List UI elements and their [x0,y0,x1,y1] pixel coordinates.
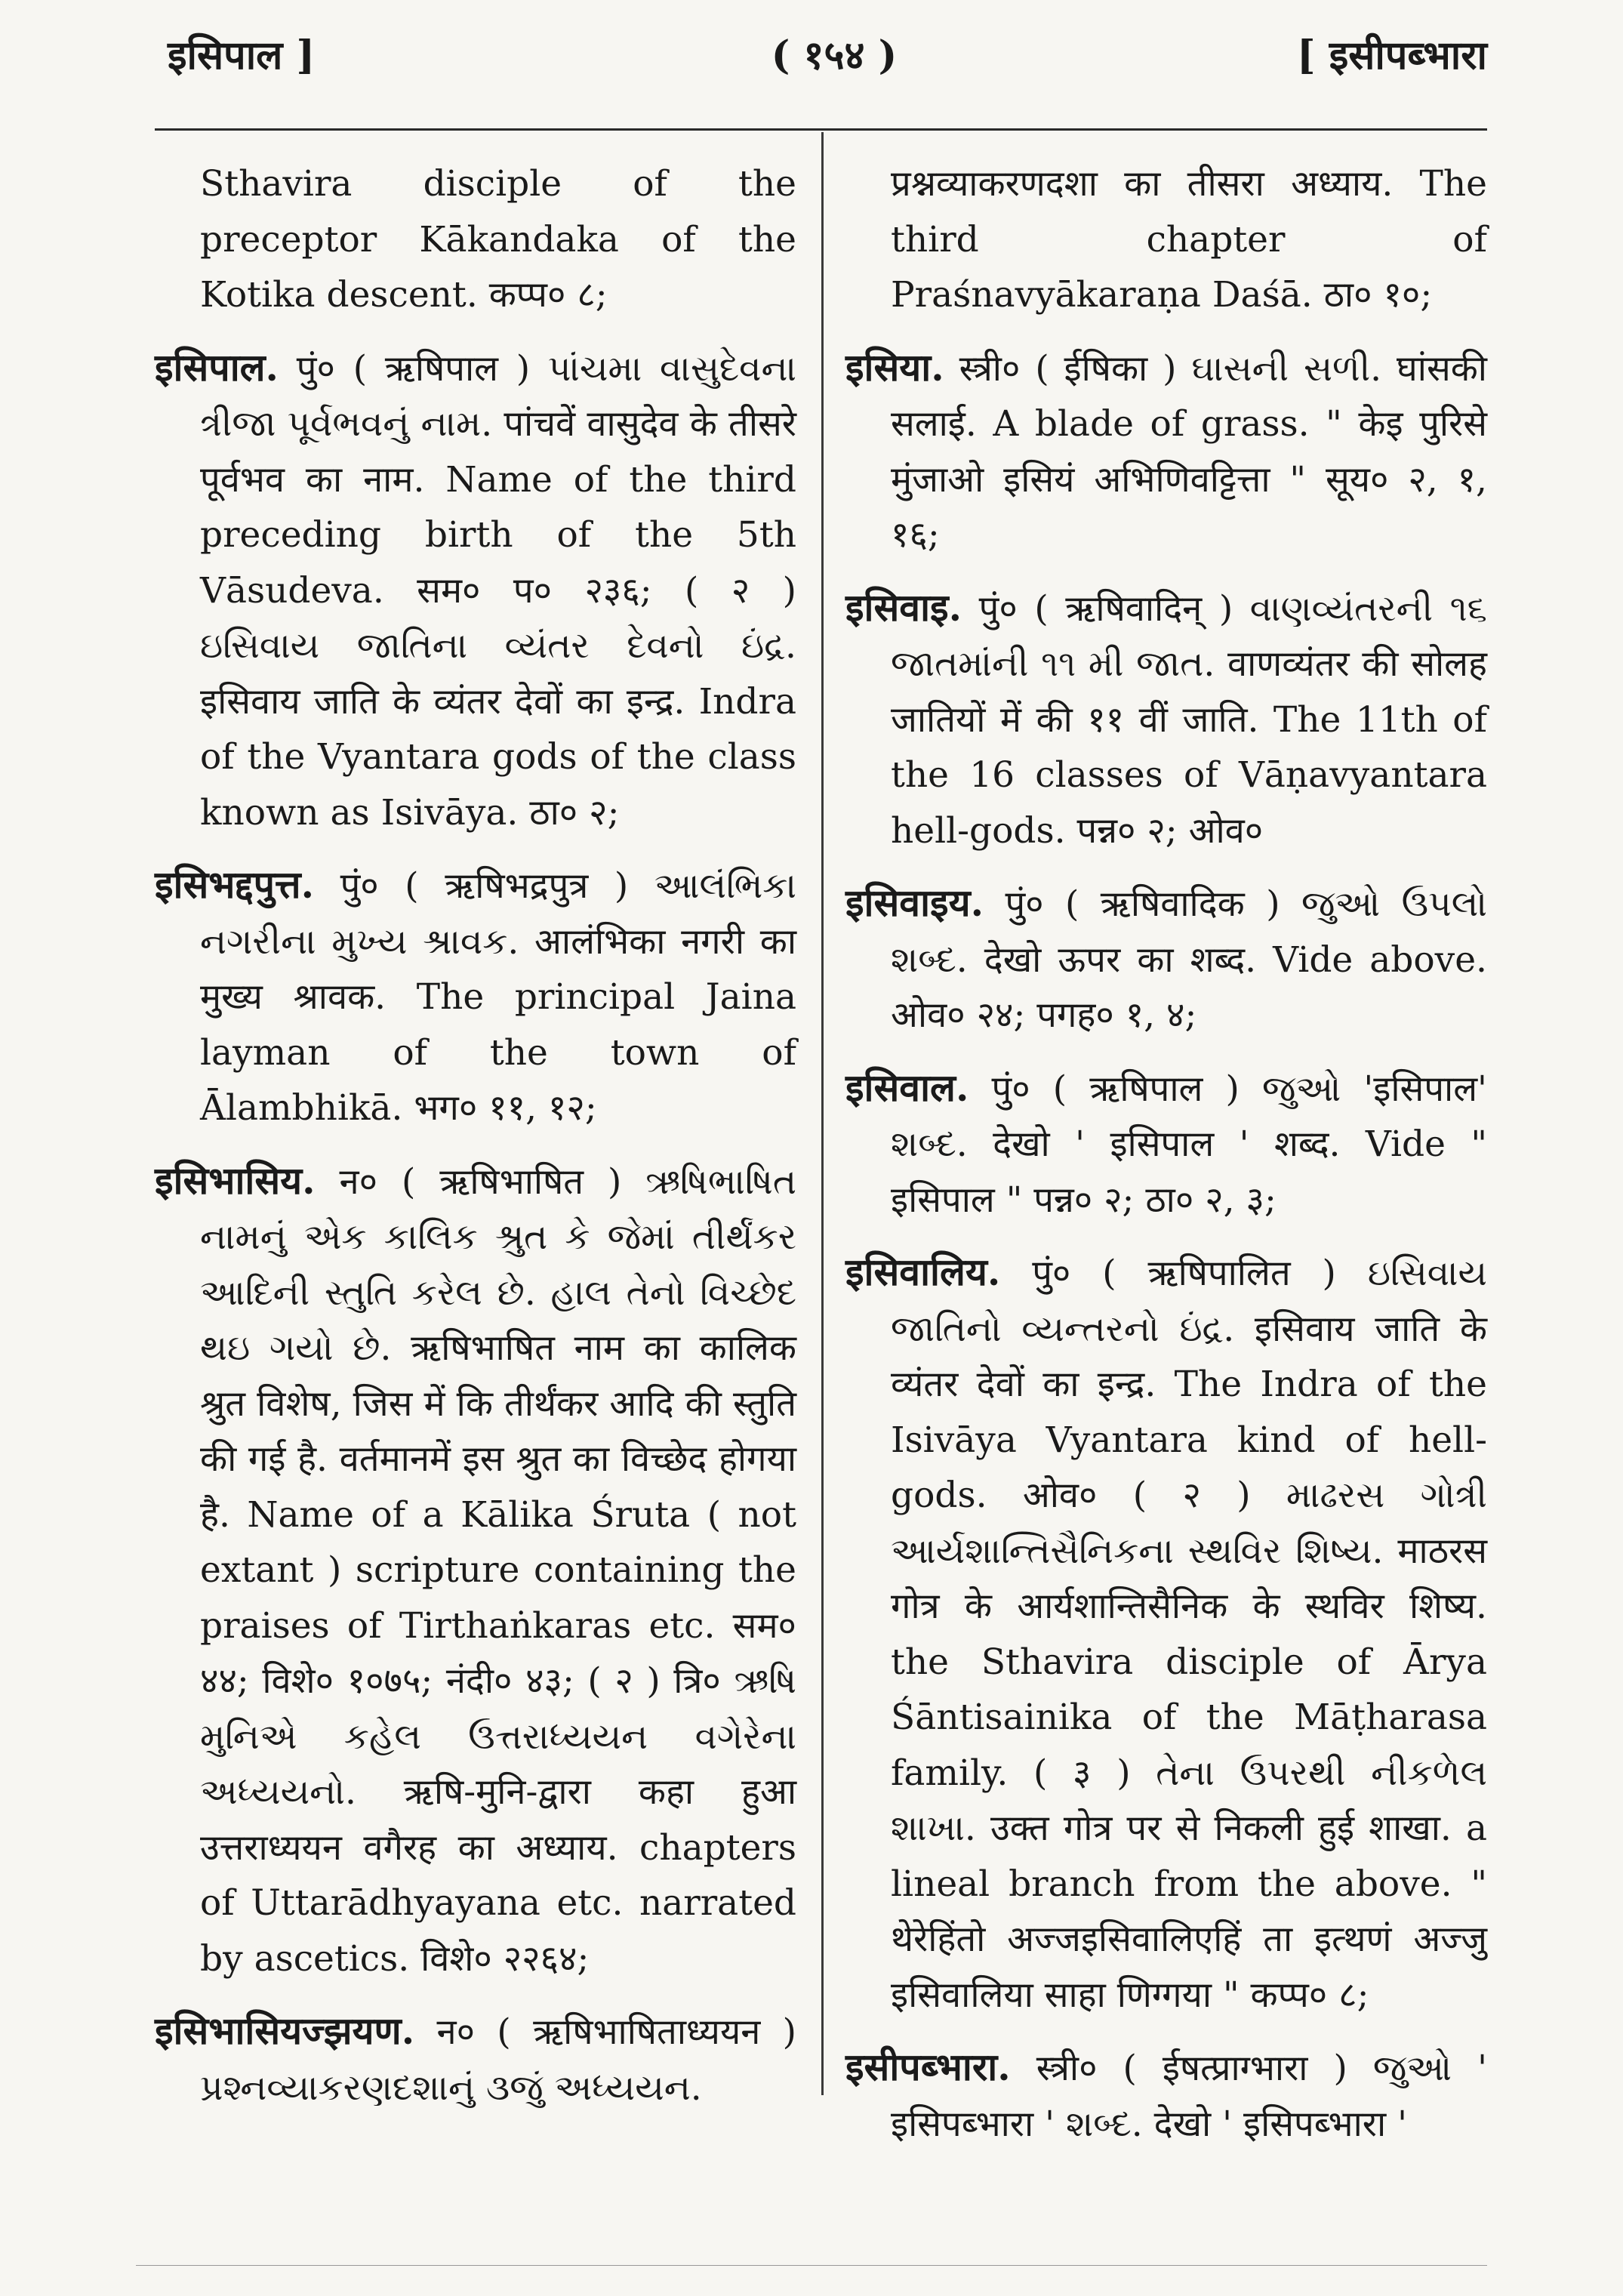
entry-headword: इसिपाल. [155,344,279,390]
column-divider [821,132,824,2095]
entry-text: पुं० ( ऋषिवादिक ) જુઓ ઉપલો શબ્દ. देखो ऊपर का शब्द. Vide above. ओव० २४; पगह० १, ४; [891,883,1487,1036]
dictionary-entry [155,857,796,1136]
dictionary-entry [155,1153,796,1987]
entry-headword: इसिभासियज्झयण. [155,2008,415,2053]
page-number: ( १५४ ) [771,32,898,79]
entry-headword: इसिवालिय. [845,1250,1001,1294]
entry-text: पुं० ( ऋषिपाल ) પાંચમા વાસુદેવના ત્રીજા પૂર્વભવનું નામ. पांचवें वासुदेव के तीसरे पूर्वभव का नाम. Name of the third preceding birth of the 5th Vāsudeva. सम० प० २३६; ( २ ) ઇસિવાય જાતિના વ્યંતર દેવનો ઇંદ્ર. इसिवाय जाति के व्यंतर देवों का इन्द्र. Indra of the Vyantara gods of the class known as Isivāya. ठा० २; [200,347,796,834]
entry-text: न० ( ऋषिभाषिताध्ययन ) પ્રશ્નવ્યાકરણદશાનું ૩જું અધ્યયન. [200,2011,796,2109]
entry-text: स्त्री० ( ईषिका ) ઘાસની સળી. घांसकी सलाई. A blade of grass. " केइ पुरिसे मुंजाओ इसियं अभिणिवट्टित्ता " सूय० २, १, १६; [891,347,1487,556]
dictionary-entry [845,580,1487,859]
entry-text: पुं० ( ऋषिपाल ) જુઓ 'इसिपाल' શબ્દ. देखो ' इसिपाल ' शब्द. Vide " इसिपाल " पन्न० २; ठा० २, ३; [891,1068,1487,1221]
dictionary-entry [845,875,1487,1043]
entry-text: Sthavira disciple of the preceptor Kākandaka of the Kotika descent. कप्प० ८; [200,163,796,316]
entry-headword: इसिभद्दपुत्त. [155,862,315,907]
dictionary-entry [155,340,796,841]
entry-headword: इसिवाइ. [845,584,962,630]
page-header [0,0,1623,132]
dictionary-entry [845,1244,1487,2023]
entry-text: पुं० ( ऋषिवादिन् ) વાણવ્યંતરની ૧૬ જાતમાંની ૧૧ મી જાત. वाणव्यंतर की सोलह जातियों में की ११ वीं जाति. The 11th of the 16 classes of Vāṇavyantara hell-gods. पन्न० २; ओव० [891,587,1487,852]
dictionary-entry [155,2003,796,2116]
dictionary-entry [845,2039,1487,2152]
dictionary-entry [155,155,796,323]
header-rule [155,128,1487,131]
entry-text: पुं० ( ऋषिभद्रपुत्र ) આલંભિકા નગરીના મુખ્ય શ્રાવક. आलंभिका नगरी का मुख्य श्रावक. The principal Jaina layman of the town of Ālambhikā. भग० ११, १२; [200,865,796,1129]
entry-text: न० ( ऋषिभाषित ) ઋષિભાષિત નામનું એક કાલિક શ્રુત કે જેમાં તીર્થંકર આદિની સ્તુતિ કરેલ છે. હાલ તેનો વિચ્છેદ થઇ ગયો છે. ऋषिभाषित नाम का कालिक श्रुत विशेष, जिस में कि तीर्थंकर आदि की स्तुति की गई है. वर्तमानमें इस श्रुत का विच्छेद होगया है. Name of a Kālika Śruta ( not extant ) scripture containing the praises of Tirthaṅkaras etc. सम० ४४; विशे० १०७५; नंदी० ४३; ( २ ) त्रि० ઋષિ મુનિએ કહેલ ઉત્તરાધ્યયન વગેરેના અધ્યયનો. ऋषि-मुनि-द्वारा कहा हुआ उत्तराध्ययन वगैरह का अध्याय. chapters of Uttarādhyayana etc. narrated by ascetics. विशे० २२६४; [200,1160,796,1980]
entry-headword: इसिवाइय. [845,880,984,925]
header-right-guideword: [ इसीपब्भारा [1296,32,1487,79]
entry-text: स्त्री० ( ईषत्प्राग्भारा ) જુઓ ' इसिपब्भारा ' શબ્દ. देखो ' इसिपब्भारा ' [891,2048,1487,2145]
right-column [845,155,1487,2168]
dictionary-entry [845,155,1487,323]
entry-text: पुं० ( ऋषिपालित ) ઇસિવાય જાતિનો વ્યન્તરનો ઇંદ્ર. इसिवाय जाति के व्यंतर देवों का इन्द्र. The Indra of the Isivāya Vyantara kind of hell-gods. ओव० ( २ ) માઢરસ ગોત્રી આર્યશાન્તિસૈનિકના સ્થવિર શિષ્ય. माठरस गोत्र के आर्यशान्तिसैनिक के स्थविर शिष्य. the Sthavira disciple of Ārya Śāntisainika of the Māṭharasa family. ( ३ ) તેના ઉપરથી નીકળેલ શાખા. उक्त गोत्र पर से निकली हुई शाखा. a lineal branch from the above. " थेरेहिंतो अज्जइसिवालिएहिं ता इत्थणं अज्जु इसिवालिया साहा णिग्गया " कप्प० ८; [891,1253,1487,2016]
bottom-scan-line [136,2265,1487,2266]
entry-text: प्रश्नव्याकरणदशा का तीसरा अध्याय. The third chapter of Praśnavyākaraṇa Daśā. ठा० १०; [891,163,1487,316]
entry-headword: इसीपब्भारा. [845,2045,1011,2089]
entry-headword: इसिवाल. [845,1065,969,1110]
left-column [155,155,796,2132]
header-left-guideword: इसिपाल ] [168,32,316,79]
entry-headword: इसिभासिय. [155,1157,316,1203]
dictionary-entry [845,1060,1487,1228]
entry-headword: इसिया. [845,344,944,390]
dictionary-entry [845,340,1487,563]
